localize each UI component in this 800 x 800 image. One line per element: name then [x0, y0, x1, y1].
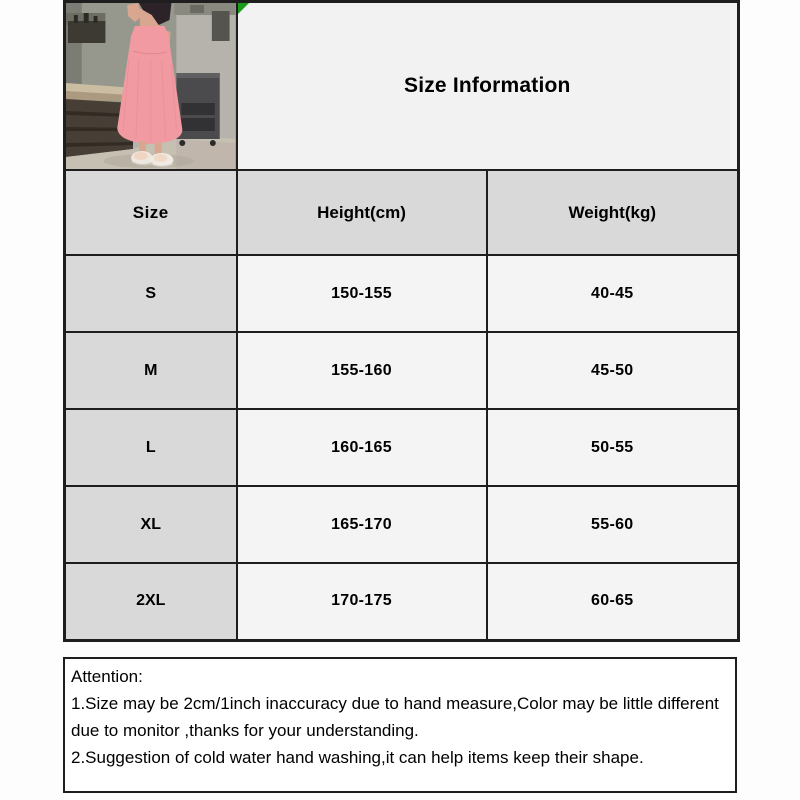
- page-title: Size Information: [403, 74, 571, 97]
- height-value: 160-165: [237, 409, 487, 486]
- table-row-xl: [65, 486, 739, 563]
- attention-box: [63, 657, 737, 793]
- table-row-s: [65, 255, 739, 332]
- attention-note-1: 1.Size may be 2cm/1inch inaccuracy due to hand measure,Color may be little different due to monitor ,thanks for your understanding.: [71, 694, 719, 740]
- weight-value: 40-45: [487, 255, 739, 332]
- table-row-2xl: [65, 563, 739, 640]
- table-row-m: [65, 332, 739, 409]
- weight-value: 60-65: [487, 563, 739, 640]
- table-header-row: [65, 170, 739, 255]
- size-label: 2XL: [65, 563, 237, 640]
- size-label: L: [65, 409, 237, 486]
- attention-note-2: 2.Suggestion of cold water hand washing,it can help items keep their shape.: [71, 748, 644, 767]
- size-label: XL: [65, 486, 237, 563]
- attention-heading: Attention:: [71, 667, 143, 686]
- size-table: [63, 0, 740, 642]
- column-header-height: Height(cm): [237, 170, 487, 255]
- weight-value: 50-55: [487, 409, 739, 486]
- model-photo-illustration: [66, 3, 236, 169]
- height-value: 150-155: [237, 255, 487, 332]
- size-label: S: [65, 255, 237, 332]
- weight-value: 55-60: [487, 486, 739, 563]
- title-cell: [237, 2, 739, 171]
- column-header-size: Size: [65, 170, 237, 255]
- weight-value: 45-50: [487, 332, 739, 409]
- corner-flag-icon: [238, 3, 249, 14]
- product-photo: [65, 2, 237, 171]
- height-value: 155-160: [237, 332, 487, 409]
- table-row-l: [65, 409, 739, 486]
- size-label: M: [65, 332, 237, 409]
- height-value: 165-170: [237, 486, 487, 563]
- top-row: [65, 2, 739, 171]
- height-value: 170-175: [237, 563, 487, 640]
- column-header-weight: Weight(kg): [487, 170, 739, 255]
